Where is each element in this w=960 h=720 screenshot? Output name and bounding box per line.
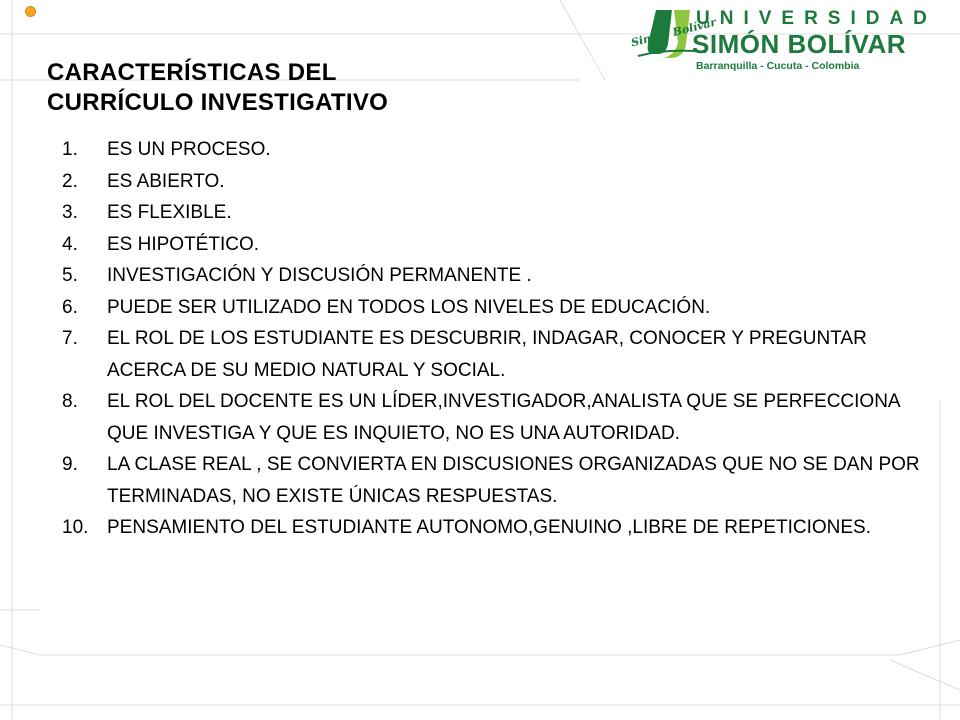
list-item-text: INVESTIGACIÓN Y DISCUSIÓN PERMANENTE . (107, 265, 532, 286)
list-item-text: PENSAMIENTO DEL ESTUDIANTE AUTONOMO,GENUINO ,LIBRE DE REPETICIONES. (107, 517, 872, 538)
characteristics-list (62, 134, 942, 544)
list-item (62, 229, 942, 261)
list-item (62, 166, 942, 198)
logo-cities: Barranquilla - Cucuta - Colombia (696, 60, 860, 72)
list-item-number: 4. (62, 233, 78, 255)
title-line-2: CURRÍCULO INVESTIGATIVO (47, 89, 389, 116)
list-item (62, 512, 942, 544)
list-item-text: EL ROL DE LOS ESTUDIANTE ES DESCUBRIR, INDAGAR, CONOCER Y PREGUNTAR ACERCA DE SU MEDIO NATURAL Y SOCIAL. (107, 328, 867, 381)
logo-script: Simón Bolívar (629, 15, 718, 50)
list-item-text: LA CLASE REAL , SE CONVIERTA EN DISCUSIONES ORGANIZADAS QUE NO SE DAN POR TERMINADAS, NO EXISTE ÚNICAS RESPUESTAS. (107, 454, 920, 507)
list-item-number: 7. (62, 328, 78, 349)
list-item-number: 10. (62, 517, 89, 538)
list-item-text: ES FLEXIBLE. (107, 202, 232, 223)
list-item-number: 5. (62, 265, 78, 286)
title-line-1: CARACTERÍSTICAS DEL (47, 59, 337, 86)
list-item (62, 386, 942, 449)
list-item (62, 292, 942, 324)
logo-universidad: UNIVERSIDAD (696, 8, 937, 29)
logo-simon-bolivar: SIMÓN BOLÍVAR (692, 29, 907, 59)
university-logo (628, 4, 937, 74)
list-item-number: 1. (62, 139, 78, 160)
list-item (62, 260, 942, 292)
list-item-text: ES UN PROCESO. (107, 139, 271, 160)
list-item-number: 6. (62, 296, 78, 318)
list-item-text: EL ROL DEL DOCENTE ES UN LÍDER,INVESTIGADOR,ANALISTA QUE SE PERFECCIONA QUE INVESTIGA Y QUE ES INQUIETO, NO ES UNA AUTORIDAD. (107, 391, 900, 444)
list-item (62, 197, 942, 229)
list-item-text: PUEDE SER UTILIZADO EN TODOS LOS NIVELES DE EDUCACIÓN. (107, 296, 711, 318)
list-item-number: 8. (62, 391, 78, 412)
slide-title (47, 58, 388, 118)
list-item (62, 449, 942, 512)
list-item-number: 2. (62, 170, 78, 192)
list-item (62, 323, 942, 386)
list-item-text: ES ABIERTO. (107, 170, 225, 192)
list-item-text: ES HIPOTÉTICO. (107, 233, 260, 255)
list-item-number: 3. (62, 202, 78, 223)
list-item-number: 9. (62, 454, 78, 475)
list-item (62, 134, 942, 166)
orange-dot-icon (25, 6, 36, 17)
